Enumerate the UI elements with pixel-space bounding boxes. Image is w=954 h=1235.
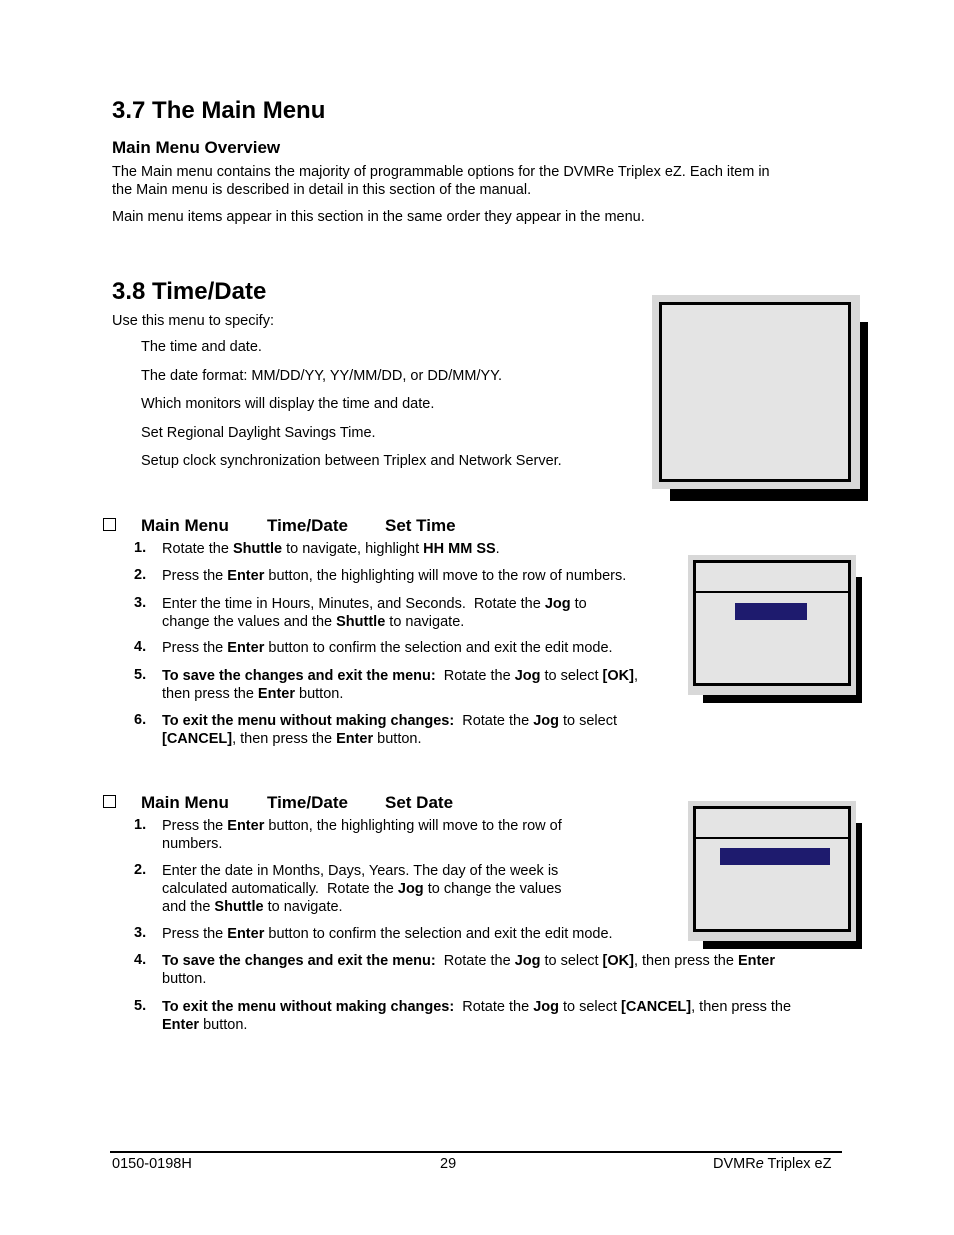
section-title-main-menu: 3.7 The Main Menu [112, 97, 326, 124]
step-text: Rotate the Shuttle to navigate, highlight HH MM SS. [162, 541, 500, 557]
screenshot-screen [659, 302, 851, 482]
screenshot-frame [652, 295, 860, 489]
date-highlight-bar [720, 848, 830, 865]
step-number: 3. [134, 925, 147, 941]
checkbox-icon [103, 795, 116, 808]
footer-page-number: 29 [440, 1156, 457, 1172]
subtitle-main-menu-overview: Main Menu Overview [112, 138, 281, 157]
set-date-path-1: Main Menu [141, 793, 229, 812]
step-text: Enter the time in Hours, Minutes, and Seconds. Rotate the Jog to change the values and the Shuttle to navigate. [162, 596, 587, 630]
step-number: 2. [134, 862, 147, 878]
product-suffix: Triplex eZ [763, 1156, 832, 1172]
step-number: 1. [134, 817, 147, 833]
footer-rule [110, 1151, 842, 1153]
footer-product-name [713, 1156, 831, 1172]
time-date-intro: Use this menu to specify: [112, 313, 274, 329]
set-time-path-1: Main Menu [141, 516, 229, 535]
product-italic: e [755, 1156, 764, 1172]
step-number: 6. [134, 712, 147, 728]
step-text: To save the changes and exit the menu: Rotate the Jog to select [OK], then press the Enter button. [162, 953, 776, 987]
spec-item-1: The time and date. [141, 339, 262, 355]
section-title-time-date: 3.8 Time/Date [112, 278, 267, 305]
set-time-path-3: Set Time [385, 516, 456, 535]
step-number: 4. [134, 952, 147, 968]
footer-doc-number: 0150-0198H [112, 1156, 192, 1172]
set-date-path-3: Set Date [385, 793, 454, 812]
step-number: 1. [134, 540, 147, 556]
screen-divider [696, 591, 848, 593]
time-highlight-bar [735, 603, 807, 620]
step-number: 5. [134, 998, 147, 1014]
set-time-path-2: Time/Date [267, 516, 348, 535]
spec-item-2: The date format: MM/DD/YY, YY/MM/DD, or DD/MM/YY. [141, 368, 502, 384]
step-number: 5. [134, 667, 147, 683]
step-text: Press the Enter button, the highlighting will move to the row of numbers. [162, 568, 627, 584]
step-text: Enter the date in Months, Days, Years. The day of the week is calculated automatically. Rotate the Jog to change the values and the Shuttle to navigate. [162, 863, 562, 915]
screenshot-frame [688, 555, 856, 695]
checkbox-icon [103, 518, 116, 531]
screen-divider [696, 837, 848, 839]
spec-item-5: Setup clock synchronization between Triplex and Network Server. [141, 453, 562, 469]
step-text: To exit the menu without making changes: Rotate the Jog to select [CANCEL], then press the Enter button. [162, 713, 617, 747]
spec-item-3: Which monitors will display the time and date. [141, 396, 435, 412]
screenshot-frame [688, 801, 856, 941]
overview-paragraph-2: Main menu items appear in this section in the same order they appear in the menu. [112, 209, 645, 225]
step-number: 4. [134, 639, 147, 655]
step-text: To save the changes and exit the menu: Rotate the Jog to select [OK], then press the Enter button. [162, 668, 638, 702]
step-text: Press the Enter button to confirm the selection and exit the edit mode. [162, 640, 613, 656]
overview-line-2: the Main menu is described in detail in this section of the manual. [112, 182, 532, 198]
spec-item-4: Set Regional Daylight Savings Time. [141, 425, 376, 441]
screenshot-screen [693, 560, 851, 686]
screenshot-screen [693, 806, 851, 932]
set-date-path-2: Time/Date [267, 793, 348, 812]
step-text: Press the Enter button to confirm the selection and exit the edit mode. [162, 926, 613, 942]
step-text: To exit the menu without making changes: Rotate the Jog to select [CANCEL], then press the Enter button. [162, 999, 792, 1033]
step-text: Press the Enter button, the highlighting will move to the row of numbers. [162, 818, 562, 852]
step-number: 3. [134, 595, 147, 611]
overview-paragraph-1 [112, 163, 770, 199]
product-prefix: DVMR [713, 1156, 756, 1172]
overview-line-1: The Main menu contains the majority of programmable options for the DVMRe Triplex eZ. Each item in [112, 164, 770, 180]
step-number: 2. [134, 567, 147, 583]
